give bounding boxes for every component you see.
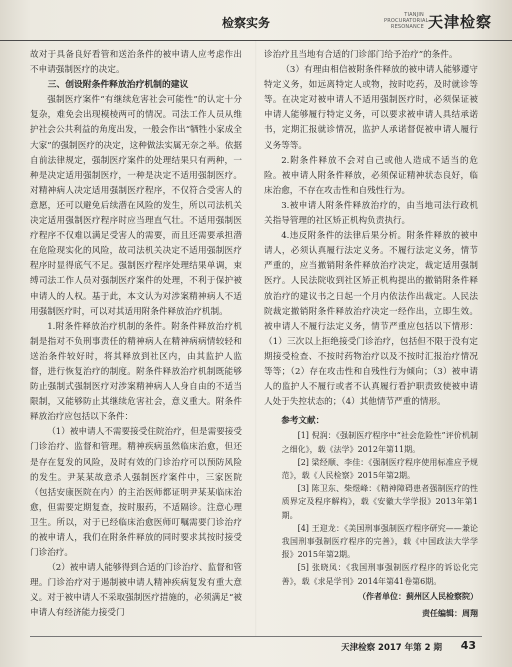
section-heading: 三、创设附条件释放治疗机制的建议 — [47, 80, 189, 91]
responsible-editor: 责任编辑：周翔 — [422, 607, 478, 618]
journal-logo — [384, 8, 494, 34]
paragraph: 3.被申请人附条件释放治疗的，由当地司法行政机关指导管理的社区矫正机构负责执行。 — [264, 200, 478, 227]
paragraph: 诊治疗且当地有合适的门诊部门给予治疗”的条件。 — [264, 50, 458, 60]
reference-item: [1] 倪润：《强制医疗程序中“社会危险性”评价机制之细化》，载《法学》2012年第11期。 — [281, 431, 478, 454]
reference-item: [2] 梁经顺、李佳：《强制医疗程序使用标准应予规范》，载《人民检察》2015年第2期。 — [281, 457, 478, 480]
paragraph: 4.违反附条件的法律后果分析。附条件释放的被申请人，必须认真履行法定义务。不履行法定义务，情节严重的，应当撤销附条件释放治疗决定，裁定适用强制医疗。人民法院收到社区矫正机构提出的撤销附条件释放治疗的建议书之日起一个月内依法作出裁定。人民法院裁定撤销附条件释放治疗决定一经作出，立即生效。被申请人不履行法定义务，情节严重应包括以下情形：（1）三次以上拒绝接受门诊治疗，包括但不限于没有定期接受检查、不按时药物治疗以及不按时汇报治疗情况等等；（2）存在攻击性和自残性行为倾向；（3）被申请人的监护人不履行或者不认真履行看护职责致使被申请人处于失控状态的；（4）其他情节严重的情形。 — [264, 231, 478, 408]
paragraph: 强制医疗案件“有继续危害社会可能性”的认定十分复杂，难免会出现模棱两可的情况。司法工作人员从维护社会公共利益的角度出发，一般会作出“牺牲小家成全大家”的强制医疗的决定，这种做法实属无奈之举。依据自前法律规定，强制医疗案件的处理结果只有两种，一种是决定适用强制医疗，一种是决定不适用强制医疗。对精神病人决定适用强制医疗程序，不仅符合受害人的意愿，还可以避免后续潜在风险的发生，所以司法机关决定适用强制医疗程序时应当理直气壮。不适用强制医疗程序不仅难以满足受害人的需要，而且还需要承担潜在危险现实化的风险，故司法机关决定不适用强制医疗程序时显得底气不足。强制医疗程序处理结果单调，束缚司法工作人员对强制医疗案件的处理，不利于保护被申请人的人权。基于此，本文认为对涉案精神病人不适用强制医疗时，可以对其适用附条件释放治疗机制。 — [30, 95, 242, 317]
paragraph: （1）被申请人不需要接受住院治疗，但是需要接受门诊治疗、监督和管理。精神疾病虽然临床治愈，但还是存在复发的风险，及时有效的门诊治疗可以预防风险的发生。尹某某故意杀人强制医疗案件中，三家医院（包括安康医院在内）的主治医师都证明尹某某临床治愈，但需要定期复查，按时服药，不适隔诊。注意心理卫生。所以，对于已经临床治愈医师叮嘱需要门诊治疗的被申请人，我们在附条件释放的同时要求其按时接受门诊治疗。 — [30, 427, 242, 559]
reference-item: [5] 张晓凤：《我国刑事强制医疗程序的诉讼化完善》，载《求是学刊》2014年第41卷第6期。 — [281, 563, 478, 586]
page-header — [0, 0, 512, 41]
reference-item: [4] 王迎龙：《美国刑事强制医疗程序研究——兼论我国刑事强制医疗程序的完善》，载《中国政法大学学报》2015年第2期。 — [281, 523, 478, 560]
logo-english-text: TIANJIN PROCURATORIAL RESONANCE — [384, 12, 429, 30]
paragraph: 1.附条件释放治疗机制的条件。附条件释放治疗机制是指对不负刑事责任的精神病人在精神病病情较轻和送治条件较好时，将其释放到社区内，由其监护人监督，进行恢复治疗的制度。附条件释放治疗机制既能够防止强制式强制医疗对涉案精神病人人身自由的不适当限制，又能够防止其继续危害社会，意义重大。附条件释放治疗应包括以下条件： — [30, 321, 242, 423]
page-number: 43 — [460, 639, 476, 652]
paragraph: 故对于具备良好看管和送治条件的被申请人应考虑作出不申请强制医疗的决定。 — [30, 50, 242, 76]
left-column — [30, 48, 242, 622]
paragraph: 2.附条件释放不会对自己或他人造成不适当的危险。被申请人附条件释放，必须保证精神状态良好，临床治愈，不存在攻击性和自残性行为。 — [264, 155, 478, 196]
author-affiliation: （作者单位：蓟州区人民检察院） — [358, 590, 478, 601]
paragraph: （3）有理由相信被附条件释放的被申请人能够遵守特定义务，如远离特定人或物，按时吃药，及时就诊等等。在决定对被申请人不适用强制医疗时，必须保证被申请人能够履行特定义务，可以要求被申请人具结承诺书，定期汇报就诊情况，监护人承诺督促被申请人履行义务等等。 — [264, 65, 478, 151]
page-fold-shadow — [255, 40, 257, 636]
reference-item: [3] 陈卫东、柴煜峰：《精神障碍患者强制医疗的性质界定及程序解构》，载《安徽大学学报》2013年第1期。 — [281, 484, 478, 520]
page-footer — [30, 636, 482, 655]
right-column — [264, 48, 478, 620]
paragraph: （2）被申请人能够得到合适的门诊治疗、监督和管理。门诊治疗对于遏制被申请人精神疾病复发有重大意义。对于被申请人不采取强制医疗措施的，必须满足“被申请人有经济能力接受门 — [30, 563, 242, 619]
section-title: 检察实务 — [222, 16, 271, 30]
footer-journal-issue: 天津检察 2017 年第 2 期 — [341, 643, 442, 653]
references-title: 参考文献： — [281, 416, 325, 427]
logo-chinese-text: 天津检察 — [428, 12, 493, 31]
